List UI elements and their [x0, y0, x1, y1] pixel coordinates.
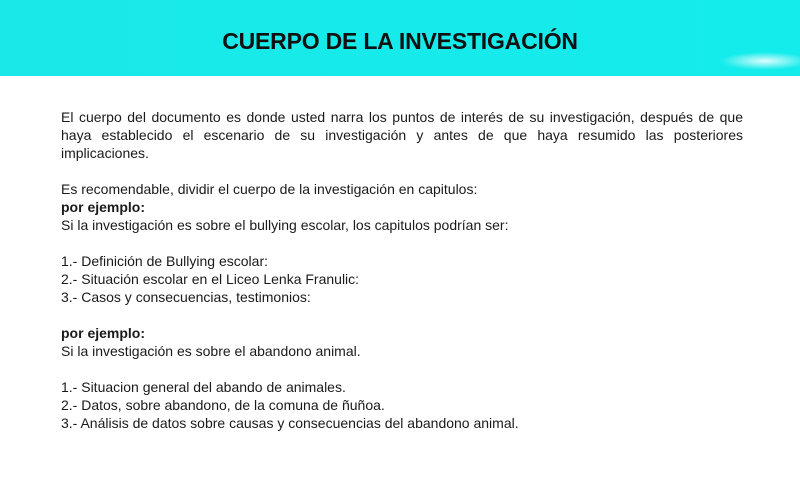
list-item: 3.- Análisis de datos sobre causas y consecuencias del abandono animal.	[61, 415, 519, 431]
intro-paragraph: El cuerpo del documento es donde usted narra los puntos de interés de su investigación, después de que haya establecido el escenario de su investigación y antes de que haya resumido las posteriores implicaciones.	[61, 109, 743, 161]
document-body	[61, 108, 743, 432]
spacer	[61, 162, 743, 180]
spacer	[61, 234, 743, 252]
list-item: 3.- Casos y consecuencias, testimonios:	[61, 289, 311, 305]
example-lead-1: Si la investigación es sobre el bullying escolar, los capitulos podrían ser:	[61, 217, 509, 233]
spacer	[61, 306, 743, 324]
example-label-2: por ejemplo:	[61, 325, 146, 341]
list-item: 2.- Datos, sobre abandono, de la comuna de ñuñoa.	[61, 397, 385, 413]
recommendation-text: Es recomendable, dividir el cuerpo de la investigación en capitulos:	[61, 181, 478, 197]
list-item: 1.- Situacion general del abando de animales.	[61, 379, 346, 395]
list-item: 2.- Situación escolar en el Liceo Lenka Franulic:	[61, 271, 360, 287]
spacer	[61, 360, 743, 378]
example-lead-2: Si la investigación es sobre el abandono animal.	[61, 343, 361, 359]
header-band	[0, 0, 800, 76]
page-title: CUERPO DE LA INVESTIGACIÓN	[222, 28, 578, 54]
list-item: 1.- Definición de Bullying escolar:	[61, 253, 268, 269]
example-label-1: por ejemplo:	[61, 199, 146, 215]
